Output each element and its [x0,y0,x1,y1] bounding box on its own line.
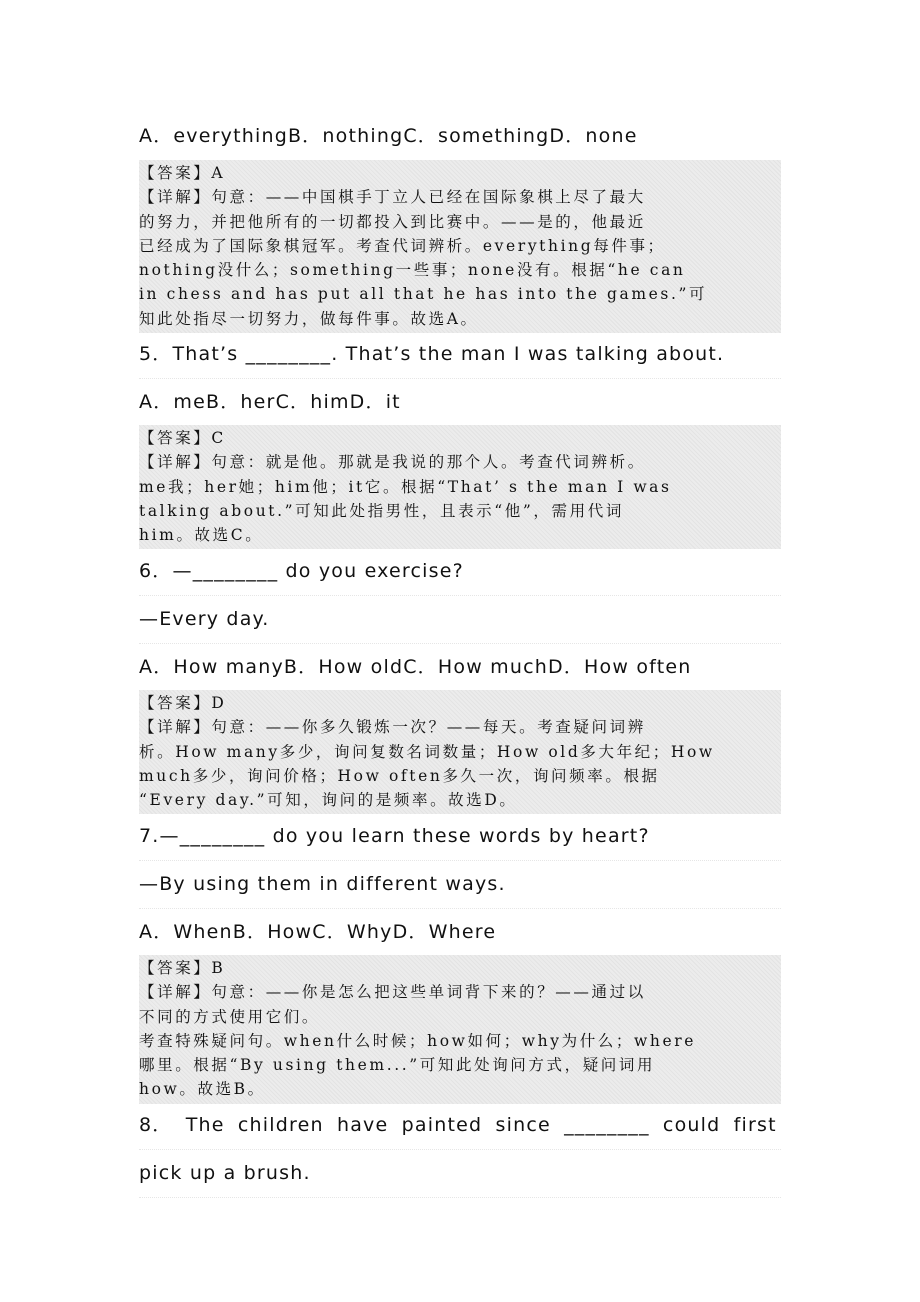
q4-answer-line: 【详解】句意：——中国棋手丁立人已经在国际象棋上尽了最大 [139,188,646,207]
q6-stem: 6．—________ do you exercise? [139,547,781,596]
q6-reply: —Every day. [139,595,781,644]
q8-stem-line-1: 8． The children have painted since ________ could first [139,1101,781,1150]
q5-answer-line: talking about.”可知此处指男性，且表示“他”，需用代词 [139,501,624,520]
q7-answer-line: 考查特殊疑问句。when什么时候；how如何；why为什么；where [139,1031,697,1050]
q4-answer-line: in chess and has put all that he has into the games.”可 [139,285,708,304]
q5-answer-line: him。故选C。 [139,526,264,545]
q5-stem: 5．That’s ________. That’s the man I was talking about. [139,330,781,379]
q5-answer-line: me我；her她；him他；it它。根据“That’ s the man I was [139,477,672,496]
q4-answer-line: 【答案】A [139,164,226,182]
q7-answer-line: how。故选B。 [139,1080,266,1099]
q6-answer-line: much多少，询问价格；How often多久一次，询问频率。根据 [139,766,660,785]
q4-answer-line: nothing没什么；something一些事；none没有。根据“he can [139,261,686,280]
q7-options: A．WhenB．HowC．WhyD．Where [139,908,781,957]
q7-answer-line: 【详解】句意：——你是怎么把这些单词背下来的？——通过以 [139,983,646,1002]
q4-answer-line: 知此处指尽一切努力，做每件事。故选A。 [139,309,479,328]
q4-answer-box [139,160,781,333]
q7-answer-line: 哪里。根据“By using them...”可知此处询问方式，疑问词用 [139,1056,656,1075]
q4-answer-line: 已经成为了国际象棋冠军。考查代词辨析。everything每件事； [139,236,666,255]
q7-answer-line: 【答案】B [139,959,226,977]
q4-answer-line: 的努力，并把他所有的一切都投入到比赛中。——是的，他最近 [139,212,646,231]
q5-options: A．meB．herC．himD．it [139,378,781,427]
q6-answer-line: 【答案】D [139,694,227,712]
q7-answer-box [139,955,781,1104]
q6-options: A．How manyB．How oldC．How muchD．How often [139,643,781,692]
q8-stem-line-2: pick up a brush. [139,1149,781,1198]
q6-answer-box [139,690,781,814]
q7-reply: —By using them in different ways. [139,860,781,909]
q7-stem: 7.—________ do you learn these words by heart? [139,812,781,861]
q6-answer-line: “Every day.”可知，询问的是频率。故选D。 [139,791,518,810]
q6-answer-line: 【详解】句意：——你多久锻炼一次？——每天。考查疑问词辨 [139,718,646,737]
q6-answer-line: 析。How many多少，询问复数名词数量；How old多大年纪；How [139,742,715,761]
q7-answer-line: 不同的方式使用它们。 [139,1007,321,1026]
q4-options: A．everythingB．nothingC．somethingD．none [139,112,781,161]
q5-answer-line: 【详解】句意：就是他。那就是我说的那个人。考查代词辨析。 [139,453,646,472]
q5-answer-box [139,425,781,549]
q5-answer-line: 【答案】C [139,429,226,447]
